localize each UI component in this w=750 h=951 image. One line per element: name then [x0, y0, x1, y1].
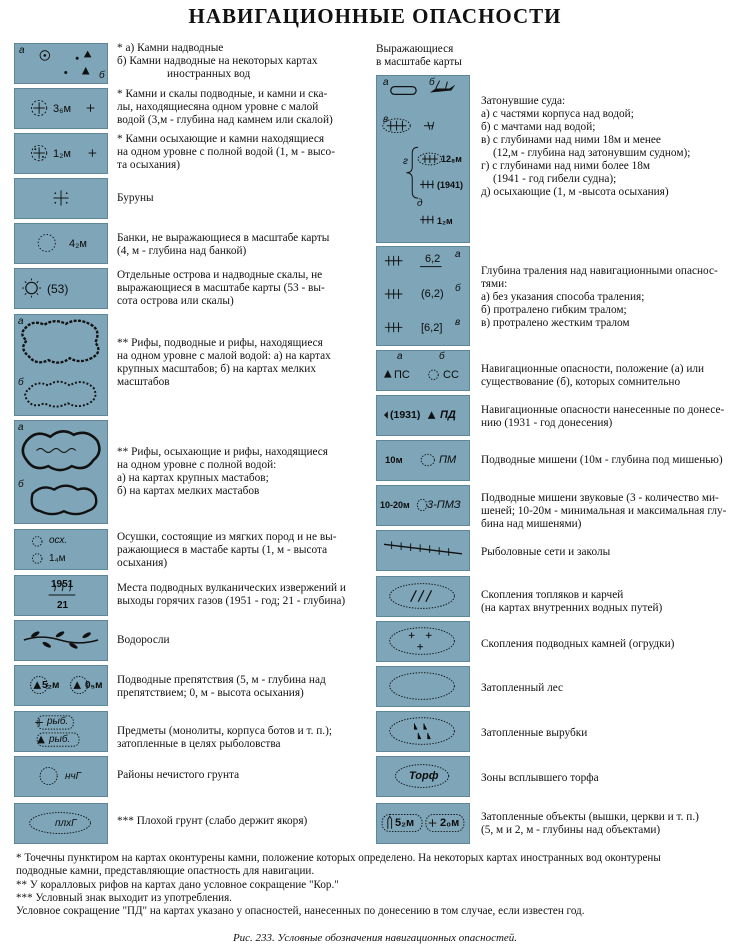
depth-label: 4₂м [69, 238, 87, 250]
depth-label: 3₆м [53, 103, 72, 115]
symbol-drying-soft [14, 529, 108, 570]
label-a: а [18, 422, 24, 433]
symbol-snags [376, 576, 470, 617]
label-b: б [99, 70, 105, 81]
desc-banks: Банки, не выражающиеся в масштабе карты (4, м - глубина над банкой) [117, 232, 330, 257]
desc-volcanic: Места подводных вулканических извержений и выходы горячих газов (1951 - год; 21 - глубина) [117, 582, 346, 607]
abbr-pmz: 3-ПМЗ [427, 499, 461, 511]
depth-range: 10-20м [380, 500, 410, 510]
desc-flooded-objects: Затопленные объекты (вышки, церкви и т. п.) (5, м и 2, м - глубины над объектами) [481, 811, 699, 836]
symbol-wrecks [376, 75, 470, 243]
footnote-2: ** У коралловых рифов на картах дано условное сокращение "Кор." [16, 879, 339, 891]
abbr-ps: ПС [394, 369, 410, 381]
footnote-4: Условное сокращение "ПД" на картах указано у опасностей, нанесенных по донесению в том случае, если известен год. [16, 905, 585, 917]
symbol-flooded-forest [376, 666, 470, 707]
sweep-flexible: (6,2) [421, 288, 444, 300]
abbr-pm: ПМ [439, 454, 457, 466]
desc-drying-soft: Осушки, состоящие из мягких пород и не вы- ражающиеся в мастабе карты (1, м - высота осыхания) [117, 531, 337, 569]
desc-sound-targets: Подводные мишени звуковые (3 - количество ми- шеней; 10-20м - минимальная и максимальная глу- бина над мишенями) [481, 492, 727, 530]
desc-flooded-clearing: Затопленные вырубки [481, 727, 588, 739]
label-a: а [455, 249, 461, 260]
symbol-volcanic [14, 575, 108, 616]
symbol-foul-ground [14, 756, 108, 797]
desc-foul-ground: Районы нечистого грунта [117, 769, 240, 781]
symbol-reefs-drying [14, 420, 108, 524]
desc-islands: Отдельные острова и надводные скалы, не выражающиеся в масштабе карты (53 - вы- сота острова или скалы) [117, 269, 325, 307]
height-label: 1₂м [53, 148, 71, 160]
abbr-label: плхГ [55, 818, 77, 829]
abbr-pd: ПД [440, 409, 456, 421]
label-v: в [455, 317, 461, 328]
abbr-ss: СС [443, 369, 459, 381]
sweep-rigid: [6,2] [421, 322, 443, 334]
height-label: (53) [47, 282, 69, 296]
height-label: 1₄м [49, 553, 66, 564]
symbol-seaweed [14, 620, 108, 661]
height-label: 0₅м [85, 680, 103, 691]
depth-label: 10м [385, 455, 403, 466]
desc-drying-rocks: * Камни осыхающие и камни находящиеся на одном уровне с полной водой (1, м - выcо- та осыхания) [117, 133, 335, 171]
depth-label: 21 [57, 600, 69, 611]
desc-flooded-forest: Затопленный лес [481, 682, 564, 694]
depth-label: 5₂м [395, 817, 415, 829]
symbol-bad-holding [14, 803, 108, 844]
label-a: а [18, 316, 24, 327]
symbol-drying-rocks [14, 133, 108, 174]
desc-fishing-nets: Рыболовные сети и заколы [481, 546, 611, 558]
sweep-plain: 6,2 [425, 253, 441, 265]
abbr-label: рыб. [49, 734, 71, 745]
desc-targets: Подводные мишени (10м - глубина под мишенью) [481, 454, 723, 466]
symbol-rocks-above-water [14, 43, 108, 84]
label-v: в [383, 114, 389, 125]
label-d: д [417, 198, 423, 209]
desc-obstructions: Подводные препятствия (5, м - глубина над препятствием; 0, м - высота осыхания) [117, 674, 326, 699]
desc-stone-clusters: Скопления подводных камней (огрудки) [481, 638, 675, 650]
desc-seaweed: Водоросли [117, 634, 170, 646]
symbol-sound-targets [376, 485, 470, 526]
abbr-peat: Торф [409, 770, 439, 782]
depth-label: 2₀м [440, 817, 460, 829]
symbol-fishing-objects [14, 711, 108, 752]
label-g: г [403, 156, 408, 167]
symbol-flooded-objects [376, 803, 470, 844]
desc-peat: Зоны всплывшего торфа [481, 772, 599, 784]
desc-fishing-objects: Предметы (монолиты, корпуса ботов и т. п.); затопленные в целях рыболовства [117, 725, 333, 750]
label-a: а [19, 45, 25, 56]
label-a: а [397, 351, 403, 362]
symbol-stone-clusters [376, 621, 470, 662]
figure-caption: Рис. 233. Условные обозначения навигационных опасностей. [232, 932, 518, 944]
page-title: НАВИГАЦИОННЫЕ ОПАСНОСТИ [188, 4, 562, 28]
desc-reefs-drying: ** Рифы, осыхающие и рифы, находящиеся на одном уровне с полной водой: а) на картах крупных мастабов; б) на картах мелких мастабов [117, 446, 328, 497]
abbr-label: осх. [49, 535, 68, 546]
year-label: (1941) [437, 180, 464, 190]
label-b: б [455, 283, 461, 294]
desc-reported: Навигационные опасности нанесенные по донесе- нию (1931 - год донесения) [481, 404, 725, 429]
label-b: б [439, 351, 445, 362]
footnote-3: *** Условный знак выходит из употребления. [16, 892, 232, 904]
symbol-targets [376, 440, 470, 481]
symbol-obstructions [14, 665, 108, 706]
depth-label: 5₂м [42, 680, 60, 691]
desc-wrecks: Затонувшие суда: а) с частями корпуса над водой; б) с мачтами над водой; в) с глубинами над ними 18м и менее (12,м - глубина над затонувшим судном); г) с глубинами над ними более 18м (1941 - год гибели судна); д) осыхающие (1, м -высота осыхания) [481, 95, 691, 198]
symbol-banks [14, 223, 108, 264]
right-header: Выражающиеся в масштабе карты [376, 43, 462, 68]
footnote-1: * Точечны пунктиром на картах оконтурены камни, положение которых определено. На некоторых картах иностранных вод оконтурены подводные камни, представляющие опастность для навигации. [16, 852, 661, 877]
year-label: 1951 [51, 579, 74, 590]
symbol-breakers [14, 178, 108, 219]
desc-breakers: Буруны [117, 192, 154, 204]
symbol-submerged-rocks [14, 88, 108, 129]
label-b: б [429, 77, 435, 88]
desc-submerged-rocks: * Камни и скалы подводные, и камни и ска- лы, находящиеcяна одном уровне с малой водой (3,м - глубина над камнем или скалой) [117, 88, 333, 126]
desc-rocks-above-water: * а) Камни надводные б) Камни надводные на некоторых картах иностранных вод [117, 42, 318, 80]
symbol-peat [376, 756, 470, 797]
symbol-reefs-submerged [14, 314, 108, 416]
label-a: а [383, 77, 389, 88]
label-b: б [18, 479, 24, 490]
symbol-fishing-nets [376, 530, 470, 571]
depth-label: 12₈м [441, 154, 462, 164]
desc-reefs-submerged: ** Рифы, подводные и рифы, находящиеся на одном уровне с малой водой: а) на картах крупных масштабов; б) на картах мелких масштабов [117, 337, 331, 388]
symbol-reported [376, 395, 470, 436]
symbol-doubtful [376, 350, 470, 391]
abbr-label: рыб. [47, 716, 69, 727]
symbol-flooded-clearing [376, 711, 470, 752]
desc-doubtful: Навигационные опасности, положение (а) или существование (б), которых сомнительно [481, 363, 705, 388]
desc-bad-holding: *** Плохой грунт (слабо держит якоря) [117, 815, 308, 827]
abbr-label: нчГ [65, 771, 82, 782]
label-b: б [18, 377, 24, 388]
year-label: (1931) [390, 409, 421, 421]
symbol-sweep-depth [376, 246, 470, 346]
desc-sweep-depth: Глубина траления над навигационными опаснос- тями: а) без указания способа траления; б) протралено гибким тралом; в) протралено жестким тралом [481, 265, 718, 329]
desc-snags: Скопления топляков и карчей (на картах внутренних водных путей) [481, 589, 663, 614]
height-label: 1₂м [437, 216, 453, 226]
symbol-islands [14, 268, 108, 309]
